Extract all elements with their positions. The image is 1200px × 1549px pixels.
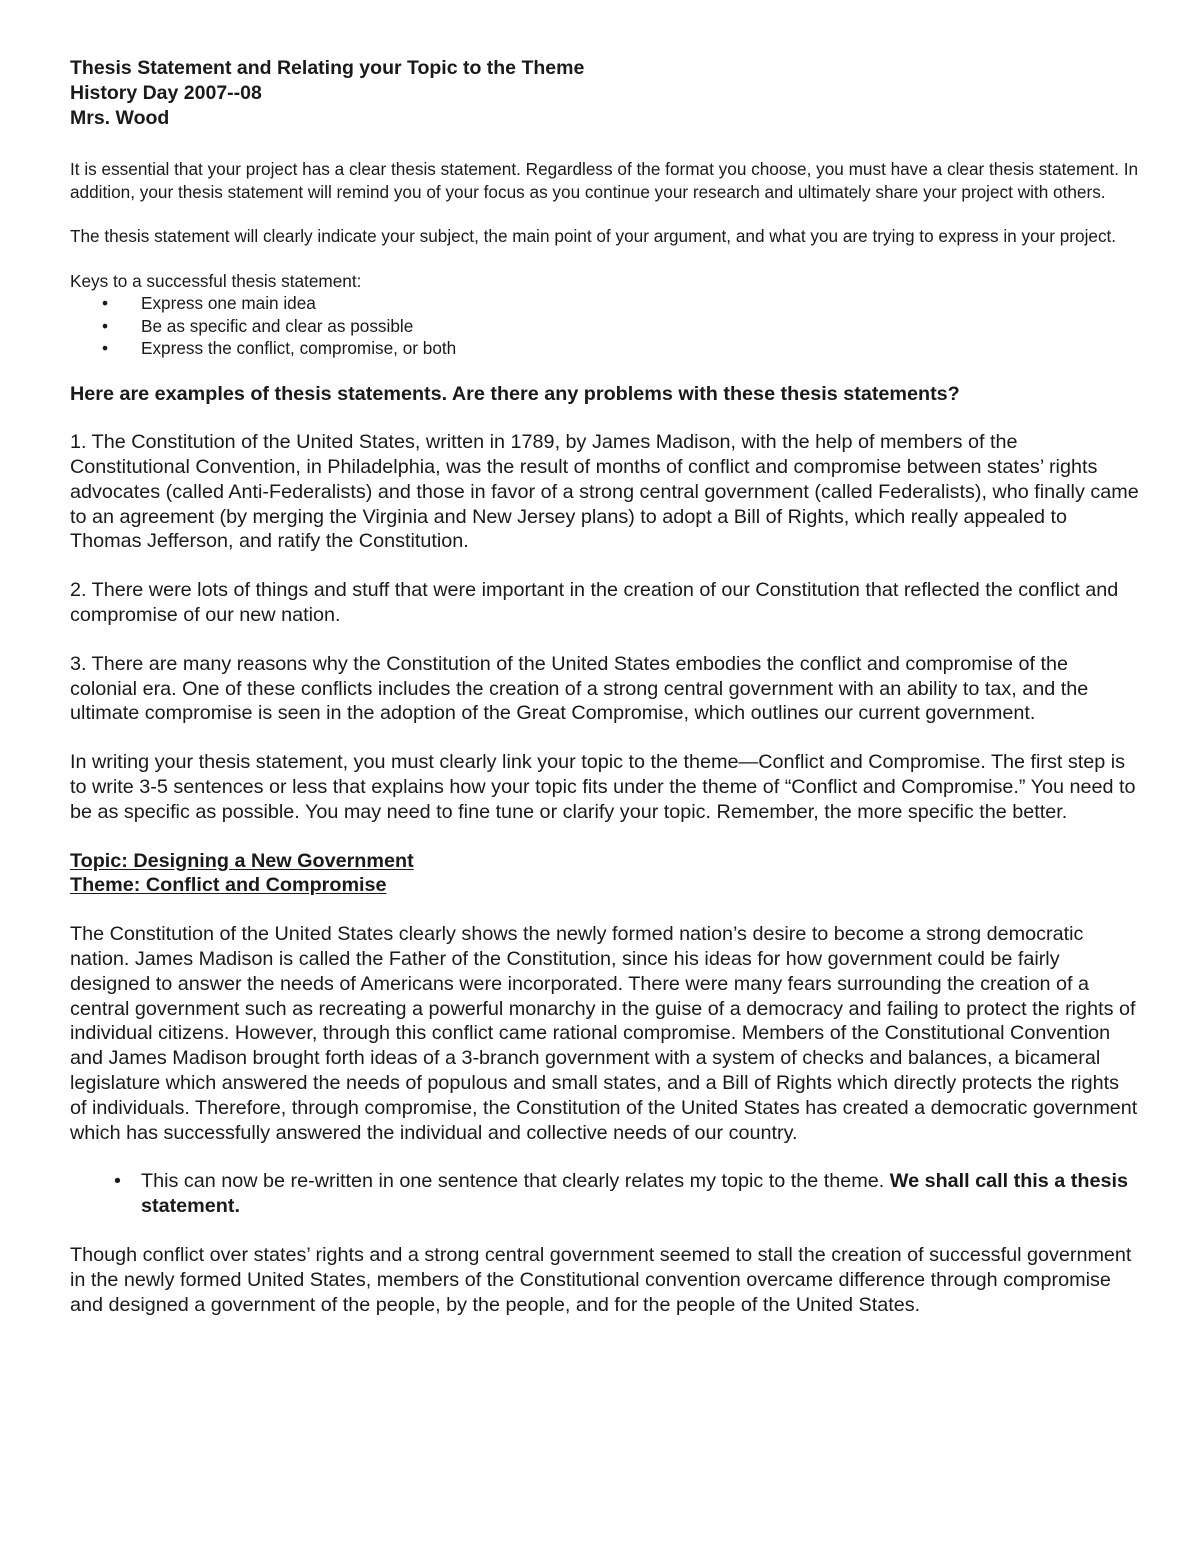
list-item [70, 315, 1140, 338]
keys-heading: Keys to a successful thesis statement: [70, 270, 362, 291]
theme-line: Theme: Conflict and Compromise [70, 874, 387, 897]
final-thesis-statement: Though conflict over states’ rights and a strong central government seemed to stall the creation of successful government in the newly formed United States, members of the Constitutional convention overcame difference through compromise and designed a government of the people, by the people, and for the people of the United States. [70, 1244, 1132, 1316]
list-item [70, 337, 1140, 360]
bullet-icon: • [102, 293, 109, 313]
example-3: 3. There are many reasons why the Constitution of the United States embodies the conflict and compromise of the colonial era. One of these conflicts includes the creation of a strong central government with an ability to tax, and the ultimate compromise is seen in the adoption of the Great Compromise, which outlines our current government. [70, 652, 1089, 725]
intro-paragraph-2: The thesis statement will clearly indicate your subject, the main point of your argument, and what you are trying to express in your project. [70, 226, 1117, 246]
list-item [70, 292, 1140, 315]
keys-list [70, 292, 1140, 360]
key-item-text: Express the conflict, compromise, or both [141, 338, 457, 358]
sample-paragraph: The Constitution of the United States clearly shows the newly formed nation’s desire to become a strong democratic nation. James Madison is called the Father of the Constitution, since his ideas for how government could be fairly designed to answer the needs of Americans were incorporated. There were many fears surrounding the creation of a central government such as recreating a powerful monarchy in the guise of a democracy and failing to protect the rights of individual citizens. However, through this conflict came rational compromise. Members of the Constitutional Convention and James Madison brought forth ideas of a 3-branch government with a system of checks and balances, a bicameral legislature which answered the needs of populous and small states, and a Bill of Rights which directly protects the rights of individuals. Therefore, through compromise, the Constitution of the United States has created a democratic government which has successfully answered the individual and collective needs of our country. [70, 923, 1138, 1144]
document-title: Thesis Statement and Relating your Topic to the Theme [70, 57, 585, 79]
key-item-text: Express one main idea [141, 293, 316, 313]
intro-paragraph-1: It is essential that your project has a clear thesis statement. Regardless of the format you choose, you must have a clear thesis statement. In addition, your thesis statement will remind you of your focus as you continue your research and ultimately share your project with others. [70, 159, 1139, 202]
key-item-text: Be as specific and clear as possible [141, 315, 414, 336]
document-page [70, 56, 1140, 1317]
rewrite-bold-text: We shall call this a thesis statement. [141, 1170, 1128, 1218]
rewrite-bullet [70, 1169, 1140, 1219]
document-header [70, 56, 1140, 131]
bullet-icon: • [114, 1170, 121, 1193]
document-subtitle: History Day 2007--08 [70, 82, 262, 104]
rewrite-text: This can now be re-written in one sentence that clearly relates my topic to the theme. [141, 1170, 890, 1193]
example-2: 2. There were lots of things and stuff that were important in the creation of our Constitution that reflected the conflict and compromise of our new nation. [70, 579, 1119, 627]
topic-line: Topic: Designing a New Government [70, 849, 414, 872]
writing-instructions: In writing your thesis statement, you must clearly link your topic to the theme—Conflict and Compromise. The first step is to write 3-5 sentences or less that explains how your topic fits under the theme of “Conflict and Compromise.” You need to be as specific as possible. You may need to fine tune or clarify your topic. Remember, the more specific the better. [70, 751, 1136, 823]
topic-theme-heading [70, 849, 1140, 899]
bullet-icon: • [102, 315, 109, 336]
example-1: 1. The Constitution of the United States, written in 1789, by James Madison, with the help of members of the Constitutional Convention, in Philadelphia, was the result of months of conflict and compromise between states’ rights advocates (called Anti-Federalists) and those in favor of a strong central government (called Federalists), who finally came to an agreement (by merging the Virginia and New Jersey plans) to adopt a Bill of Rights, which really appealed to Thomas Jefferson, and ratify the Constitution. [70, 431, 1139, 553]
bullet-icon: • [102, 338, 109, 358]
document-author: Mrs. Wood [70, 107, 170, 129]
examples-question: Here are examples of thesis statements. Are there any problems with these thesis statements? [70, 382, 960, 405]
